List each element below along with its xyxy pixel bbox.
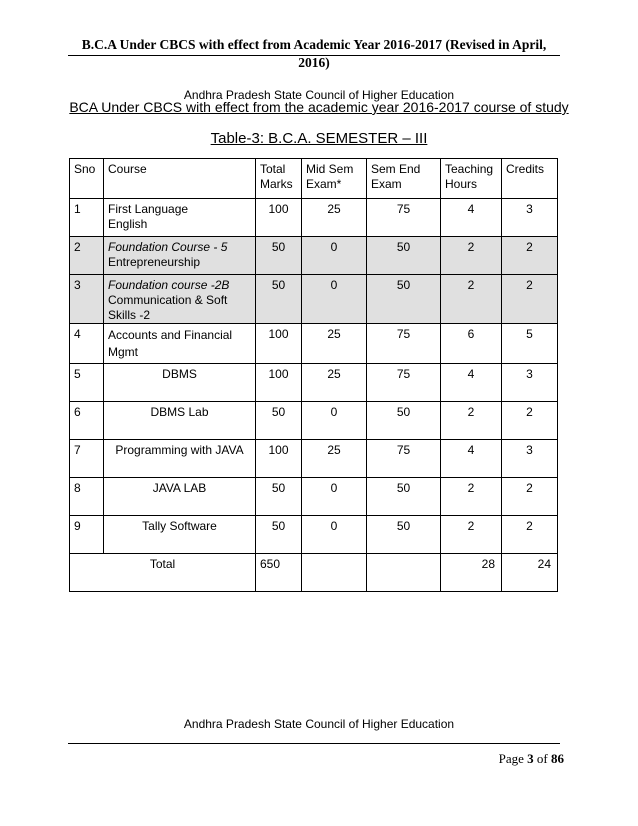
row-sno: 9 bbox=[70, 516, 104, 554]
row-course bbox=[104, 237, 256, 275]
row-sem-end: 75 bbox=[367, 199, 441, 237]
row-mid-sem: 25 bbox=[302, 364, 367, 402]
table-row bbox=[70, 364, 558, 402]
total-sem-end bbox=[367, 554, 441, 592]
row-course bbox=[104, 199, 256, 237]
row-sem-end: 75 bbox=[367, 440, 441, 478]
row-mid-sem: 25 bbox=[302, 440, 367, 478]
page-of: of bbox=[533, 751, 551, 766]
row-mid-sem: 0 bbox=[302, 402, 367, 440]
row-total-marks: 50 bbox=[256, 237, 302, 275]
row-course bbox=[104, 275, 256, 324]
row-mid-sem: 0 bbox=[302, 275, 367, 324]
row-total-marks: 100 bbox=[256, 364, 302, 402]
row-total-marks: 100 bbox=[256, 324, 302, 364]
row-credits: 3 bbox=[502, 364, 558, 402]
row-credits: 2 bbox=[502, 516, 558, 554]
row-course: Tally Software bbox=[104, 516, 256, 554]
row-teaching-hours: 2 bbox=[441, 478, 502, 516]
table-row bbox=[70, 402, 558, 440]
row-sem-end: 50 bbox=[367, 478, 441, 516]
footer-divider bbox=[68, 743, 560, 744]
semester-table bbox=[69, 158, 558, 592]
row-sno: 3 bbox=[70, 275, 104, 324]
row-total-marks: 50 bbox=[256, 275, 302, 324]
organization-name: Andhra Pradesh State Council of Higher Education bbox=[183, 88, 455, 102]
total-teaching-hours: 28 bbox=[441, 554, 502, 592]
row-sem-end: 50 bbox=[367, 516, 441, 554]
row-teaching-hours: 2 bbox=[441, 237, 502, 275]
row-credits: 2 bbox=[502, 402, 558, 440]
row-total-marks: 50 bbox=[256, 478, 302, 516]
header-credits: Credits bbox=[502, 159, 558, 199]
table-row bbox=[70, 237, 558, 275]
header-divider bbox=[68, 55, 560, 56]
course-line: Foundation Course - 5 bbox=[108, 240, 228, 254]
row-sno: 5 bbox=[70, 364, 104, 402]
row-sem-end: 50 bbox=[367, 237, 441, 275]
table-row bbox=[70, 324, 558, 364]
row-sno: 6 bbox=[70, 402, 104, 440]
row-credits: 2 bbox=[502, 237, 558, 275]
row-teaching-hours: 2 bbox=[441, 402, 502, 440]
row-credits: 3 bbox=[502, 199, 558, 237]
header-course: Course bbox=[104, 159, 256, 199]
row-total-marks: 100 bbox=[256, 199, 302, 237]
total-marks: 650 bbox=[256, 554, 302, 592]
row-total-marks: 100 bbox=[256, 440, 302, 478]
row-mid-sem: 25 bbox=[302, 324, 367, 364]
page-total: 86 bbox=[551, 751, 564, 766]
table-title: Table-3: B.C.A. SEMESTER – III bbox=[210, 130, 428, 147]
course-line: First Language bbox=[108, 202, 189, 216]
row-credits: 5 bbox=[502, 324, 558, 364]
document-header: B.C.A Under CBCS with effect from Academic Year 2016-2017 (Revised in April, 2016) bbox=[81, 37, 547, 70]
row-teaching-hours: 6 bbox=[441, 324, 502, 364]
total-credits: 24 bbox=[502, 554, 558, 592]
table-header-row bbox=[70, 159, 558, 199]
course-line: Entrepreneurship bbox=[108, 255, 201, 269]
course-line: English bbox=[108, 217, 148, 231]
row-teaching-hours: 2 bbox=[441, 275, 502, 324]
table-row bbox=[70, 275, 558, 324]
footer-organization: Andhra Pradesh State Council of Higher Education bbox=[183, 717, 455, 731]
header-teaching-hours: Teaching Hours bbox=[441, 159, 502, 199]
row-sno: 8 bbox=[70, 478, 104, 516]
row-mid-sem: 0 bbox=[302, 478, 367, 516]
row-sno: 4 bbox=[70, 324, 104, 364]
row-credits: 2 bbox=[502, 478, 558, 516]
table-row bbox=[70, 199, 558, 237]
course-line: Foundation course -2B bbox=[108, 278, 230, 292]
page-prefix: Page bbox=[498, 751, 528, 766]
row-teaching-hours: 4 bbox=[441, 199, 502, 237]
row-mid-sem: 0 bbox=[302, 237, 367, 275]
row-course: DBMS Lab bbox=[104, 402, 256, 440]
row-mid-sem: 0 bbox=[302, 516, 367, 554]
table-row bbox=[70, 478, 558, 516]
header-sno: Sno bbox=[70, 159, 104, 199]
row-sem-end: 75 bbox=[367, 324, 441, 364]
page-number bbox=[499, 751, 564, 767]
row-sno: 7 bbox=[70, 440, 104, 478]
row-teaching-hours: 4 bbox=[441, 440, 502, 478]
row-course: DBMS bbox=[104, 364, 256, 402]
row-sem-end: 50 bbox=[367, 275, 441, 324]
row-credits: 3 bbox=[502, 440, 558, 478]
row-course: Accounts and Financial Mgmt bbox=[104, 324, 256, 364]
row-total-marks: 50 bbox=[256, 516, 302, 554]
row-sem-end: 75 bbox=[367, 364, 441, 402]
total-mid-sem bbox=[302, 554, 367, 592]
course-line: Communication & Soft Skills -2 bbox=[108, 293, 228, 322]
row-course: Programming with JAVA bbox=[104, 440, 256, 478]
row-total-marks: 50 bbox=[256, 402, 302, 440]
header-total-marks: Total Marks bbox=[256, 159, 302, 199]
row-sem-end: 50 bbox=[367, 402, 441, 440]
document-subtitle: BCA Under CBCS with effect from the academic year 2016-2017 course of study bbox=[69, 99, 569, 115]
row-sno: 2 bbox=[70, 237, 104, 275]
row-sno: 1 bbox=[70, 199, 104, 237]
row-mid-sem: 25 bbox=[302, 199, 367, 237]
table-total-row bbox=[70, 554, 558, 592]
row-credits: 2 bbox=[502, 275, 558, 324]
header-sem-end: Sem End Exam bbox=[367, 159, 441, 199]
row-teaching-hours: 4 bbox=[441, 364, 502, 402]
row-teaching-hours: 2 bbox=[441, 516, 502, 554]
table-row bbox=[70, 440, 558, 478]
page-current: 3 bbox=[527, 751, 534, 766]
header-mid-sem: Mid Sem Exam* bbox=[302, 159, 367, 199]
total-label: Total bbox=[70, 554, 256, 592]
row-course: JAVA LAB bbox=[104, 478, 256, 516]
table-row bbox=[70, 516, 558, 554]
